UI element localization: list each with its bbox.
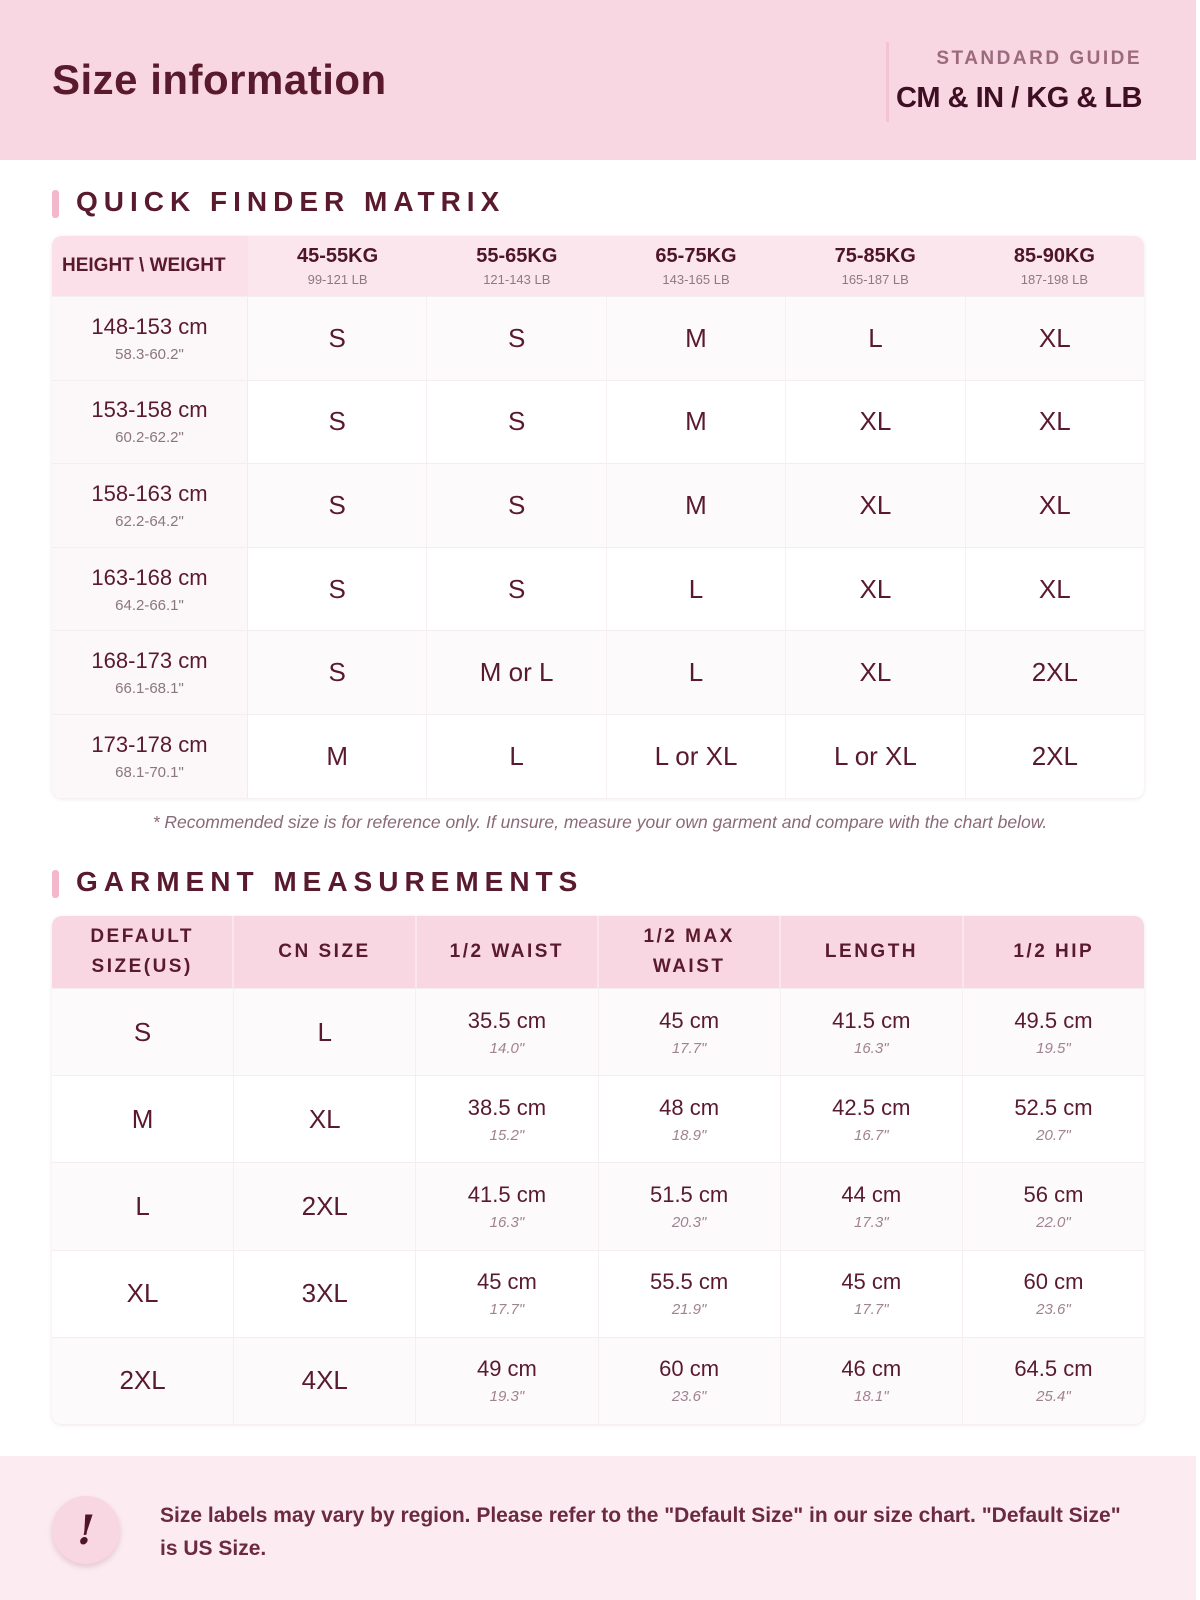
waist-cell — [416, 1251, 598, 1337]
weight-lb: 143-165 LB — [662, 272, 730, 287]
garment-table — [52, 916, 1144, 1424]
garment-body — [52, 988, 1144, 1424]
column-header — [234, 916, 416, 988]
weight-column-header — [427, 236, 606, 296]
header-line: WAIST — [652, 956, 726, 977]
table-row — [52, 1250, 1144, 1337]
exclamation-icon: ! — [52, 1496, 120, 1564]
quick-finder-table — [52, 236, 1144, 798]
cn-size-cell — [234, 1163, 416, 1249]
size-cell: L — [427, 715, 606, 798]
cn-size-cell — [234, 989, 416, 1075]
max-waist-cell — [599, 1338, 781, 1424]
value-in: 23.6" — [671, 1388, 707, 1406]
max-waist-cell — [599, 1251, 781, 1337]
size-cell: L — [607, 631, 786, 714]
waist-cell — [416, 1163, 598, 1249]
height-cm: 173-178 cm — [91, 731, 208, 757]
size-cell: M — [607, 297, 786, 380]
us-size-cell — [52, 1163, 234, 1249]
height-in: 64.2-66.1" — [115, 596, 184, 614]
table-row — [52, 988, 1144, 1075]
waist-cell — [416, 1076, 598, 1162]
region-notice — [0, 1456, 1196, 1600]
header-line: CN SIZE — [278, 940, 371, 962]
height-cm: 153-158 cm — [91, 397, 208, 423]
height-in: 66.1-68.1" — [115, 680, 184, 698]
quick-finder-header-row — [52, 236, 1144, 296]
height-cm: 148-153 cm — [91, 313, 208, 339]
garment-title: GARMENT MEASUREMENTS — [52, 866, 583, 898]
reference-note: * Recommended size is for reference only. If unsure, measure your own garment and compare with the chart below. — [152, 812, 1048, 832]
value-cm: 60 cm — [659, 1356, 720, 1382]
size-cell: S — [248, 381, 427, 464]
table-row — [52, 463, 1144, 547]
value-in: 18.1" — [854, 1388, 889, 1406]
value-cm: 56 cm — [1023, 1181, 1084, 1207]
hip-cell — [963, 1076, 1144, 1162]
hip-cell — [963, 989, 1144, 1075]
size-cell: S — [248, 464, 427, 547]
weight-kg: 75-85KG — [834, 245, 916, 267]
height-label — [52, 464, 248, 547]
us-size: L — [135, 1190, 150, 1221]
size-cell: M or L — [427, 631, 606, 714]
us-size-cell — [52, 989, 234, 1075]
size-cell: XL — [1038, 489, 1071, 520]
table-row — [52, 630, 1144, 714]
value-cm: 45 cm — [476, 1269, 537, 1295]
value-cm: 49.5 cm — [1014, 1007, 1093, 1033]
max-waist-cell — [599, 989, 781, 1075]
us-size-cell — [52, 1076, 234, 1162]
header-line: DEFAULT — [90, 925, 195, 947]
size-cell: M — [607, 381, 786, 464]
value-cm: 46 cm — [841, 1356, 902, 1382]
weight-lb: 99-121 LB — [307, 272, 368, 287]
weight-lb: 187-198 LB — [1020, 272, 1089, 287]
value-in: 25.4" — [1036, 1388, 1071, 1406]
page-title: Size information — [52, 56, 387, 103]
size-cell: S — [427, 381, 606, 464]
value-cm: 55.5 cm — [649, 1269, 729, 1295]
size-cell: XL — [1038, 322, 1071, 353]
value-in: 17.3" — [854, 1213, 889, 1231]
value-cm: 60 cm — [1023, 1269, 1084, 1295]
value-cm: 51.5 cm — [649, 1181, 729, 1207]
value-in: 19.5" — [1036, 1039, 1071, 1057]
garment-header-row — [52, 916, 1144, 988]
value-cm: 44 cm — [841, 1181, 902, 1207]
value-in: 20.3" — [671, 1213, 707, 1231]
us-size: S — [133, 1016, 152, 1047]
waist-cell — [416, 1338, 598, 1424]
size-cell: L — [607, 548, 786, 631]
height-cm: 163-168 cm — [91, 564, 208, 590]
size-cell: XL — [786, 464, 965, 547]
height-cm: 158-163 cm — [91, 480, 208, 506]
table-row — [52, 1337, 1144, 1424]
hip-cell — [963, 1338, 1144, 1424]
height-label — [52, 631, 248, 714]
value-in: 15.2" — [489, 1126, 525, 1144]
value-cm: 41.5 cm — [832, 1007, 911, 1033]
height-in: 58.3-60.2" — [115, 345, 184, 363]
weight-kg: 65-75KG — [655, 245, 737, 267]
length-cell — [781, 1076, 963, 1162]
value-in: 20.7" — [1036, 1126, 1071, 1144]
height-label — [52, 548, 248, 631]
column-header — [417, 916, 599, 988]
cn-size: XL — [308, 1103, 341, 1134]
value-cm: 35.5 cm — [467, 1007, 547, 1033]
size-cell: XL — [786, 381, 965, 464]
weight-column-header — [786, 236, 965, 296]
header-units: CM & IN / KG & LB — [895, 82, 1142, 114]
max-waist-cell — [599, 1076, 781, 1162]
column-header — [52, 916, 234, 988]
height-in: 68.1-70.1" — [115, 763, 184, 781]
header-line: 1/2 WAIST — [449, 940, 564, 962]
value-cm: 49 cm — [476, 1356, 537, 1382]
weight-column-header — [248, 236, 427, 296]
value-in: 17.7" — [489, 1301, 525, 1319]
value-cm: 45 cm — [659, 1007, 720, 1033]
length-cell — [781, 989, 963, 1075]
value-in: 17.7" — [671, 1039, 707, 1057]
height-label — [52, 381, 248, 464]
cn-size: 3XL — [301, 1278, 348, 1309]
us-size: M — [131, 1103, 154, 1134]
height-cm: 168-173 cm — [91, 648, 208, 674]
height-in: 60.2-62.2" — [115, 429, 184, 447]
weight-column-header — [965, 236, 1144, 296]
header-banner — [0, 0, 1196, 160]
table-row — [52, 714, 1144, 798]
value-in: 16.3" — [854, 1039, 889, 1057]
column-header — [781, 916, 963, 988]
size-cell: XL — [1038, 573, 1071, 604]
column-header — [599, 916, 781, 988]
header-divider — [886, 42, 889, 122]
length-cell — [781, 1338, 963, 1424]
notice-text: Size labels may vary by region. Please refer to the "Default Size" in our size chart. "Default Size" is US Size. — [160, 1504, 1121, 1560]
cn-size: 4XL — [301, 1365, 348, 1396]
value-in: 17.7" — [854, 1301, 889, 1319]
value-in: 21.9" — [671, 1301, 707, 1319]
size-cell: M — [607, 464, 786, 547]
size-cell: L — [786, 297, 965, 380]
max-waist-cell — [599, 1163, 781, 1249]
us-size: 2XL — [119, 1365, 166, 1396]
value-in: 23.6" — [1036, 1301, 1071, 1319]
header-line: 1/2 MAX — [643, 925, 735, 947]
size-cell: S — [248, 548, 427, 631]
cn-size-cell — [234, 1251, 416, 1337]
height-label — [52, 297, 248, 380]
size-cell: XL — [786, 548, 965, 631]
cn-size: 2XL — [301, 1190, 348, 1221]
value-in: 16.7" — [854, 1126, 889, 1144]
length-cell — [781, 1163, 963, 1249]
hip-cell — [963, 1251, 1144, 1337]
size-cell: S — [248, 631, 427, 714]
size-cell: S — [248, 297, 427, 380]
weight-lb: 121-143 LB — [483, 272, 551, 287]
value-cm: 64.5 cm — [1014, 1356, 1093, 1382]
value-in: 14.0" — [489, 1039, 525, 1057]
table-row — [52, 1075, 1144, 1162]
value-cm: 52.5 cm — [1014, 1094, 1093, 1120]
table-row — [52, 296, 1144, 380]
header-line: LENGTH — [824, 940, 919, 962]
table-row — [52, 380, 1144, 464]
height-label — [52, 715, 248, 798]
quick-finder-title: QUICK FINDER MATRIX — [52, 186, 505, 218]
us-size-cell — [52, 1251, 234, 1337]
weight-lb: 165-187 LB — [841, 272, 909, 287]
header-line: SIZE(US) — [91, 956, 193, 977]
table-row — [52, 547, 1144, 631]
size-cell: L or XL — [786, 715, 965, 798]
height-in: 62.2-64.2" — [115, 512, 184, 530]
size-cell: XL — [1038, 406, 1071, 437]
value-cm: 48 cm — [659, 1094, 720, 1120]
column-header — [964, 916, 1144, 988]
size-cell: 2XL — [1031, 657, 1078, 688]
size-cell: 2XL — [1031, 740, 1078, 771]
weight-kg: 85-90KG — [1013, 245, 1095, 267]
size-cell: L or XL — [607, 715, 786, 798]
us-size-cell — [52, 1338, 234, 1424]
hip-cell — [963, 1163, 1144, 1249]
us-size: XL — [126, 1278, 159, 1309]
value-in: 22.0" — [1036, 1213, 1071, 1231]
weight-kg: 45-55KG — [297, 245, 379, 267]
length-cell — [781, 1251, 963, 1337]
header-subtitle: STANDARD GUIDE — [936, 48, 1142, 69]
cn-size: L — [317, 1016, 332, 1047]
table-row — [52, 1162, 1144, 1249]
weight-column-header — [606, 236, 785, 296]
header-line: 1/2 HIP — [1013, 940, 1095, 962]
quick-finder-body — [52, 296, 1144, 798]
size-cell: S — [427, 297, 606, 380]
value-in: 19.3" — [489, 1388, 525, 1406]
cn-size-cell — [234, 1338, 416, 1424]
cn-size-cell — [234, 1076, 416, 1162]
size-cell: S — [427, 548, 606, 631]
value-cm: 41.5 cm — [467, 1181, 547, 1207]
value-cm: 42.5 cm — [832, 1094, 911, 1120]
size-cell: M — [248, 715, 427, 798]
value-in: 18.9" — [671, 1126, 707, 1144]
value-cm: 45 cm — [841, 1269, 902, 1295]
value-in: 16.3" — [489, 1213, 525, 1231]
size-cell: S — [427, 464, 606, 547]
waist-cell — [416, 989, 598, 1075]
value-cm: 38.5 cm — [467, 1094, 547, 1120]
corner-label: HEIGHT \ WEIGHT — [52, 236, 248, 296]
size-cell: XL — [786, 631, 965, 714]
weight-kg: 55-65KG — [476, 245, 558, 267]
